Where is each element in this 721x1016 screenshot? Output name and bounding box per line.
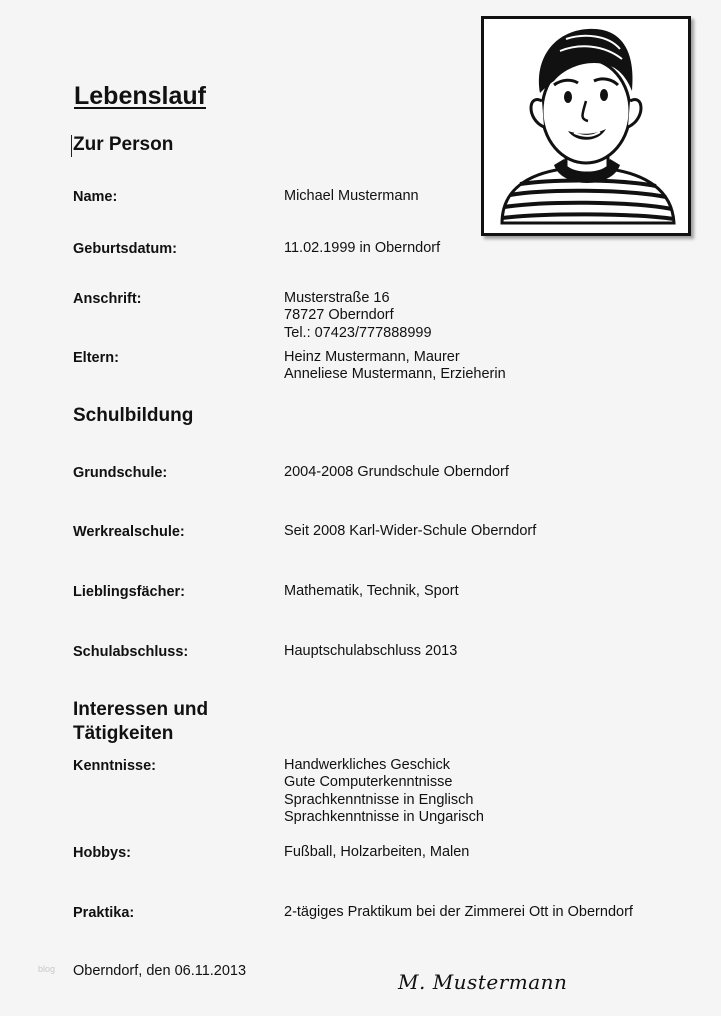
portrait-drawing bbox=[484, 19, 688, 233]
portrait-photo bbox=[481, 16, 691, 236]
section-heading-school: Schulbildung bbox=[73, 405, 194, 426]
favorite-subjects-label: Lieblingsfächer: bbox=[73, 584, 185, 600]
name-label: Name: bbox=[73, 189, 118, 205]
secondary-school-label: Werkrealschule: bbox=[73, 524, 185, 540]
skill-item: Sprachkenntnisse in Ungarisch bbox=[284, 809, 484, 826]
interests-heading-line1: Interessen und bbox=[73, 699, 209, 720]
place-date: Oberndorf, den 06.11.2013 bbox=[73, 963, 247, 979]
primary-school-label: Grundschule: bbox=[73, 465, 168, 481]
skill-item: Sprachkenntnisse in Englisch bbox=[284, 791, 474, 808]
parent-mother: Anneliese Mustermann, Erzieherin bbox=[284, 366, 506, 383]
parents-label: Eltern: bbox=[73, 350, 119, 366]
parents-value bbox=[284, 349, 506, 384]
favorite-subjects-value: Mathematik, Technik, Sport bbox=[284, 583, 459, 599]
secondary-school-value: Seit 2008 Karl-Wider-Schule Oberndorf bbox=[284, 523, 537, 539]
skills-label: Kenntnisse: bbox=[73, 758, 156, 774]
interests-heading-line2: Tätigkeiten bbox=[73, 723, 174, 744]
degree-value: Hauptschulabschluss 2013 bbox=[284, 643, 458, 659]
address-phone: Tel.: 07423/777888999 bbox=[284, 324, 432, 341]
watermark: blog bbox=[38, 964, 56, 974]
name-value: Michael Mustermann bbox=[284, 188, 419, 204]
address-label: Anschrift: bbox=[73, 291, 142, 307]
hobbies-value: Fußball, Holzarbeiten, Malen bbox=[284, 844, 470, 860]
birthdate-label: Geburtsdatum: bbox=[73, 241, 177, 257]
document-title: Lebenslauf bbox=[74, 82, 206, 110]
hobbies-label: Hobbys: bbox=[73, 845, 131, 861]
parent-father: Heinz Mustermann, Maurer bbox=[284, 349, 460, 365]
section-heading-interests bbox=[73, 698, 208, 746]
birthdate-value: 11.02.1999 in Oberndorf bbox=[284, 240, 441, 256]
section-heading-person: Zur Person bbox=[73, 134, 174, 155]
address-city: 78727 Oberndorf bbox=[284, 307, 394, 324]
internship-value: 2-tägiges Praktikum bei der Zimmerei Ott in Oberndorf bbox=[284, 904, 633, 920]
skills-value bbox=[284, 757, 484, 827]
signature: M. Mustermann bbox=[398, 970, 568, 994]
skill-item: Handwerkliches Geschick bbox=[284, 757, 451, 773]
internship-label: Praktika: bbox=[73, 905, 135, 921]
text-cursor bbox=[71, 135, 72, 157]
address-value bbox=[284, 290, 432, 342]
skill-item: Gute Computerkenntnisse bbox=[284, 774, 453, 791]
primary-school-value: 2004-2008 Grundschule Oberndorf bbox=[284, 464, 509, 480]
address-street: Musterstraße 16 bbox=[284, 290, 390, 306]
degree-label: Schulabschluss: bbox=[73, 644, 189, 660]
